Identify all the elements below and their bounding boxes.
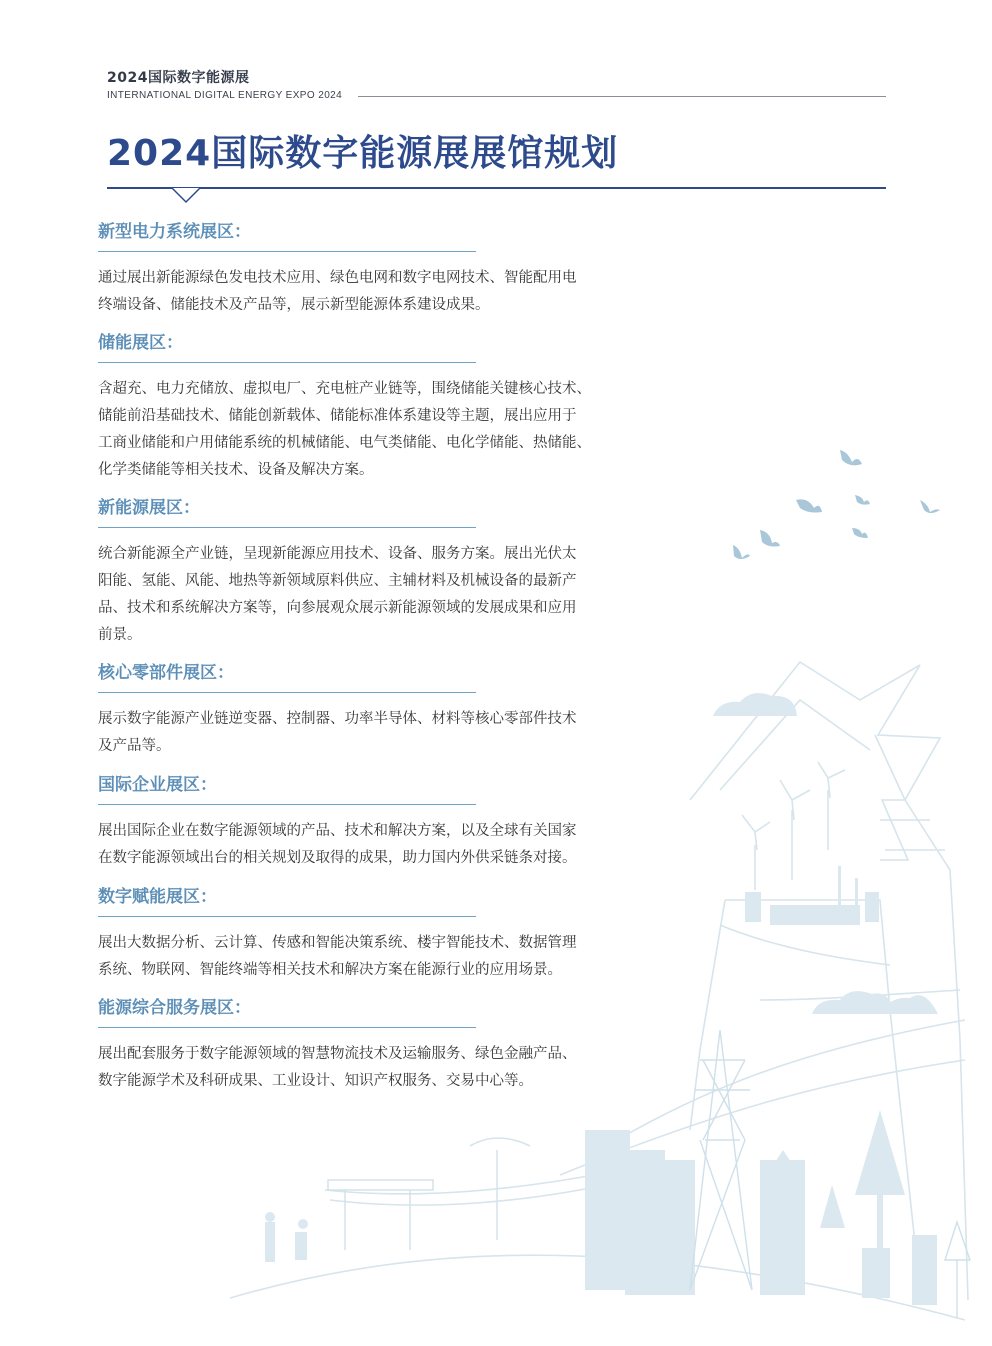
- section-energy-storage: [98, 332, 668, 484]
- section-body: [98, 541, 668, 649]
- section-body: [98, 1041, 668, 1095]
- section-body: [98, 818, 668, 872]
- section-body: [98, 930, 668, 984]
- body-line: 终端设备、储能技术及产品等，展示新型能源体系建设成果。: [98, 297, 490, 313]
- body-line: 前景。: [98, 627, 142, 643]
- header-divider: [358, 96, 886, 97]
- section-heading: 新型电力系统展区：: [98, 222, 251, 242]
- section-divider: [98, 251, 476, 252]
- body-line: 展示数字能源产业链逆变器、控制器、功率半导体、材料等核心零部件技术: [98, 711, 577, 727]
- body-line: 在数字能源领域出台的相关规划及取得的成果，助力国内外供采链条对接。: [98, 850, 577, 866]
- section-new-energy: [98, 497, 668, 649]
- section-heading: 数字赋能展区：: [98, 887, 217, 907]
- section-heading: 国际企业展区：: [98, 775, 217, 795]
- title-divider: [107, 187, 886, 189]
- section-divider: [98, 916, 476, 917]
- body-line: 通过展出新能源绿色发电技术应用、绿色电网和数字电网技术、智能配用电: [98, 270, 577, 286]
- section-divider: [98, 527, 476, 528]
- section-body: [98, 706, 668, 760]
- section-divider: [98, 804, 476, 805]
- section-divider: [98, 1027, 476, 1028]
- body-line: 阳能、氢能、风能、地热等新领域原料供应、主辅材料及机械设备的最新产: [98, 573, 577, 589]
- body-line: 统合新能源全产业链，呈现新能源应用技术、设备、服务方案。展出光伏太: [98, 546, 577, 562]
- body-line: 展出大数据分析、云计算、传感和智能决策系统、楼宇智能技术、数据管理: [98, 935, 577, 951]
- body-line: 含超充、电力充储放、虚拟电厂、充电桩产业链等，围绕储能关键核心技术、: [98, 381, 591, 397]
- section-heading: 新能源展区：: [98, 498, 200, 518]
- section-body: [98, 265, 668, 319]
- body-line: 储能前沿基础技术、储能创新载体、储能标准体系建设等主题，展出应用于: [98, 408, 577, 424]
- body-line: 及产品等。: [98, 738, 171, 754]
- body-line: 化学类储能等相关技术、设备及解决方案。: [98, 462, 374, 478]
- body-line: 工商业储能和户用储能系统的机械储能、电气类储能、电化学储能、热储能、: [98, 435, 591, 451]
- section-divider: [98, 362, 476, 363]
- section-divider: [98, 692, 476, 693]
- body-line: 展出配套服务于数字能源领域的智慧物流技术及运输服务、绿色金融产品、: [98, 1046, 577, 1062]
- birds-icon: [733, 450, 940, 559]
- section-international: [98, 774, 668, 872]
- body-line: 数字能源学术及科研成果、工业设计、知识产权服务、交易中心等。: [98, 1073, 533, 1089]
- body-line: 品、技术和系统解决方案等，向参展观众展示新能源领域的发展成果和应用: [98, 600, 577, 616]
- page-title: 2024国际数字能源展展馆规划: [107, 133, 619, 174]
- section-integrated-services: [98, 997, 668, 1095]
- section-heading: 能源综合服务展区：: [98, 998, 251, 1018]
- section-new-power-system: [98, 221, 668, 319]
- body-line: 系统、物联网、智能终端等相关技术和解决方案在能源行业的应用场景。: [98, 962, 562, 978]
- section-heading: 核心零部件展区：: [98, 663, 234, 683]
- section-body: [98, 376, 668, 484]
- section-heading: 储能展区：: [98, 333, 183, 353]
- body-line: 展出国际企业在数字能源领域的产品、技术和解决方案，以及全球有关国家: [98, 823, 577, 839]
- section-core-components: [98, 662, 668, 760]
- section-digital-empowerment: [98, 886, 668, 984]
- header-brand: 2024国际数字能源展: [107, 70, 250, 86]
- header-subtitle: INTERNATIONAL DIGITAL ENERGY EXPO 2024: [107, 90, 343, 101]
